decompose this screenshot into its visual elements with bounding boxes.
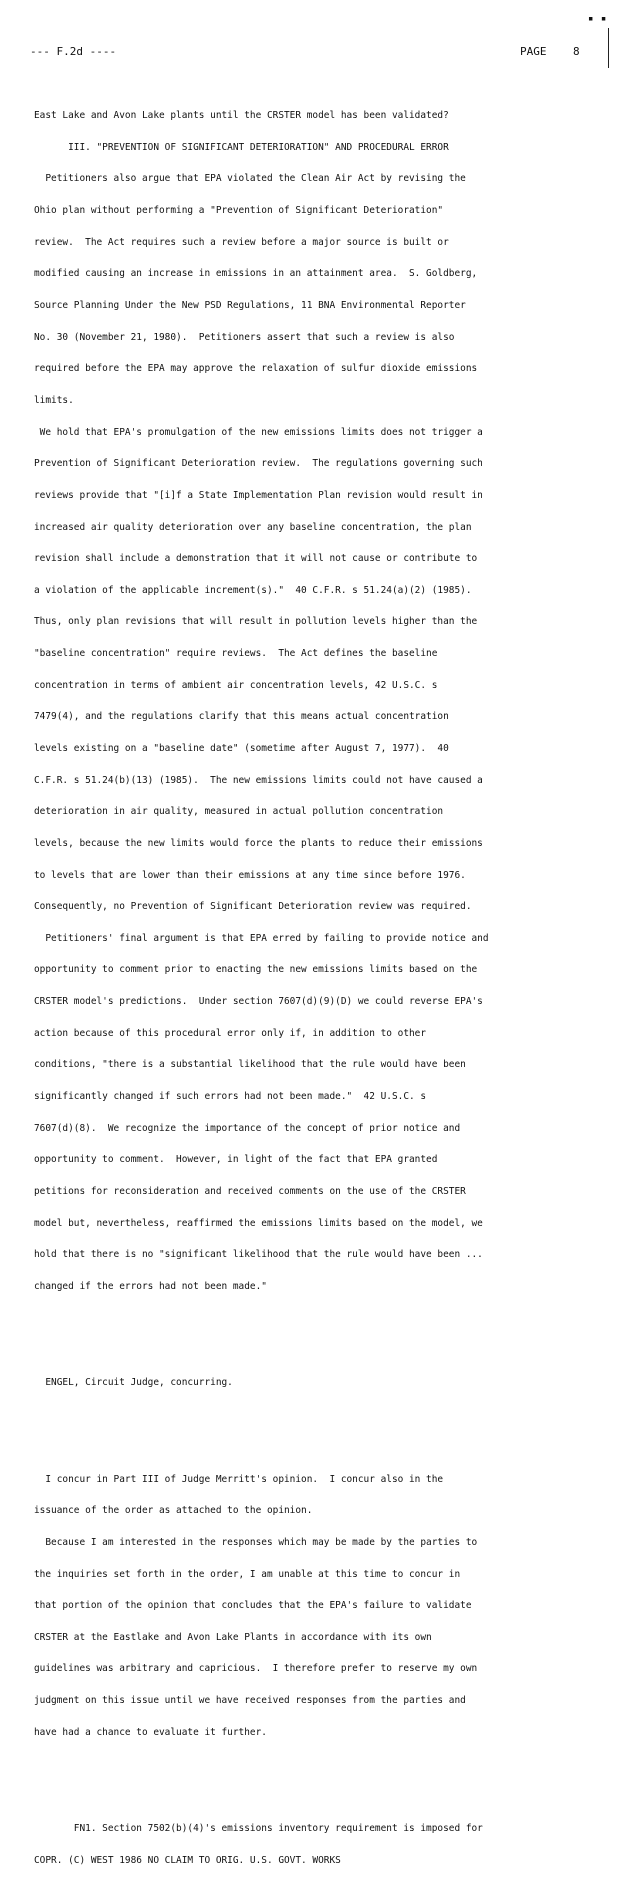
text-line: guidelines was arbitrary and capricious. I therefore prefer to reserve my own <box>34 1663 478 1675</box>
text-line: Because I am interested in the responses which may be made by the parties to <box>34 1536 478 1548</box>
text-line: deterioration in air quality, measured in actual pollution concentration <box>34 806 444 818</box>
text-line: No. 30 (November 21, 1980). Petitioners assert that such a review is also <box>34 331 455 343</box>
text-line: increased air quality deterioration over any baseline concentration, the plan <box>34 521 472 533</box>
text-line: petitions for reconsideration and received comments on the use of the CRSTER <box>34 1185 466 1197</box>
text-line: modified causing an increase in emissions in an attainment area. S. Goldberg, <box>34 268 478 280</box>
text-line: Prevention of Significant Deterioration review. The regulations governing such <box>34 458 483 470</box>
text-line: a violation of the applicable increment(s)." 40 C.F.R. s 51.24(a)(2) (1985). <box>34 584 472 596</box>
concurring-opinion <box>34 1454 604 1760</box>
text-line: We hold that EPA's promulgation of the new emissions limits does not trigger a <box>34 426 483 438</box>
text-line: conditions, "there is a substantial likelihood that the rule would have been <box>34 1059 466 1071</box>
text-line: opportunity to comment. However, in light of the fact that EPA granted <box>34 1154 438 1166</box>
text-line: that portion of the opinion that concludes that the EPA's failure to validate <box>34 1600 472 1612</box>
text-line: issuance of the order as attached to the opinion. <box>34 1505 313 1517</box>
text-line: limits. <box>34 394 74 406</box>
text-line: have had a chance to evaluate it further. <box>34 1726 267 1738</box>
text-line: revision shall include a demonstration that it will not cause or contribute to <box>34 553 478 565</box>
text-line: review. The Act requires such a review before a major source is built or <box>34 236 449 248</box>
text-line: significantly changed if such errors had not been made." 42 U.S.C. s <box>34 1091 427 1103</box>
corner-mark: ▪ ▪ <box>588 14 608 24</box>
margin-rule <box>608 28 609 68</box>
text-line: Source Planning Under the New PSD Regulations, 11 BNA Environmental Reporter <box>34 300 466 312</box>
text-line: Petitioners also argue that EPA violated the Clean Air Act by revising the <box>34 173 466 185</box>
text-line: Ohio plan without performing a "Prevention of Significant Deterioration" <box>34 205 444 217</box>
footnote: FN1. Section 7502(b)(4)'s emissions inventory requirement is imposed for <box>34 1823 483 1835</box>
text-line: "baseline concentration" require reviews. The Act defines the baseline <box>34 648 438 660</box>
text-line: model but, nevertheless, reaffirmed the emissions limits based on the model, we <box>34 1217 483 1229</box>
page-number: PAGE 8 <box>520 45 580 58</box>
copyright-notice: COPR. (C) WEST 1986 NO CLAIM TO ORIG. U.S. GOVT. WORKS <box>34 1854 341 1866</box>
text-line: to levels that are lower than their emissions at any time since before 1976. <box>34 869 466 881</box>
citation-header: --- F.2d ---- <box>30 45 117 58</box>
text-line: 7479(4), and the regulations clarify that this means actual concentration <box>34 711 449 723</box>
text-line: action because of this procedural error only if, in addition to other <box>34 1027 427 1039</box>
document-body <box>34 69 604 1887</box>
spacer <box>34 1791 604 1803</box>
text-line: judgment on this issue until we have received responses from the parties and <box>34 1695 466 1707</box>
text-line: East Lake and Avon Lake plants until the CRSTER model has been validated? <box>34 110 449 122</box>
text-line: hold that there is no "significant likelihood that the rule would have been ... <box>34 1249 483 1261</box>
spacer <box>34 1410 604 1422</box>
text-line: opportunity to comment prior to enacting the new emissions limits based on the <box>34 964 478 976</box>
text-line: CRSTER model's predictions. Under section 7607(d)(9)(D) we could reverse EPA's <box>34 996 483 1008</box>
section-heading: III. "PREVENTION OF SIGNIFICANT DETERIORATION" AND PROCEDURAL ERROR <box>34 141 449 153</box>
text-line: C.F.R. s 51.24(b)(13) (1985). The new emissions limits could not have caused a <box>34 774 483 786</box>
spacer <box>34 1345 604 1357</box>
text-line: the inquiries set forth in the order, I am unable at this time to concur in <box>34 1568 461 1580</box>
text-line: levels existing on a "baseline date" (sometime after August 7, 1977). 40 <box>34 743 449 754</box>
text-line: Thus, only plan revisions that will result in pollution levels higher than the <box>34 616 478 628</box>
text-line: Petitioners' final argument is that EPA erred by failing to provide notice and <box>34 932 489 944</box>
text-line: I concur in Part III of Judge Merritt's opinion. I concur also in the <box>34 1473 444 1485</box>
text-line: levels, because the new limits would force the plants to reduce their emissions <box>34 837 483 849</box>
text-line: changed if the errors had not been made." <box>34 1280 267 1292</box>
text-line: concentration in terms of ambient air concentration levels, 42 U.S.C. s <box>34 679 438 691</box>
concurring-judge-heading: ENGEL, Circuit Judge, concurring. <box>34 1377 233 1389</box>
text-line: reviews provide that "[i]f a State Implementation Plan revision would result in <box>34 489 483 501</box>
text-line: CRSTER at the Eastlake and Avon Lake Plants in accordance with its own <box>34 1631 432 1643</box>
text-line: required before the EPA may approve the relaxation of sulfur dioxide emissions <box>34 363 478 375</box>
main-text <box>34 90 604 1313</box>
text-line: 7607(d)(8). We recognize the importance of the concept of prior notice and <box>34 1122 461 1134</box>
text-line: Consequently, no Prevention of Significant Deterioration review was required. <box>34 901 472 913</box>
